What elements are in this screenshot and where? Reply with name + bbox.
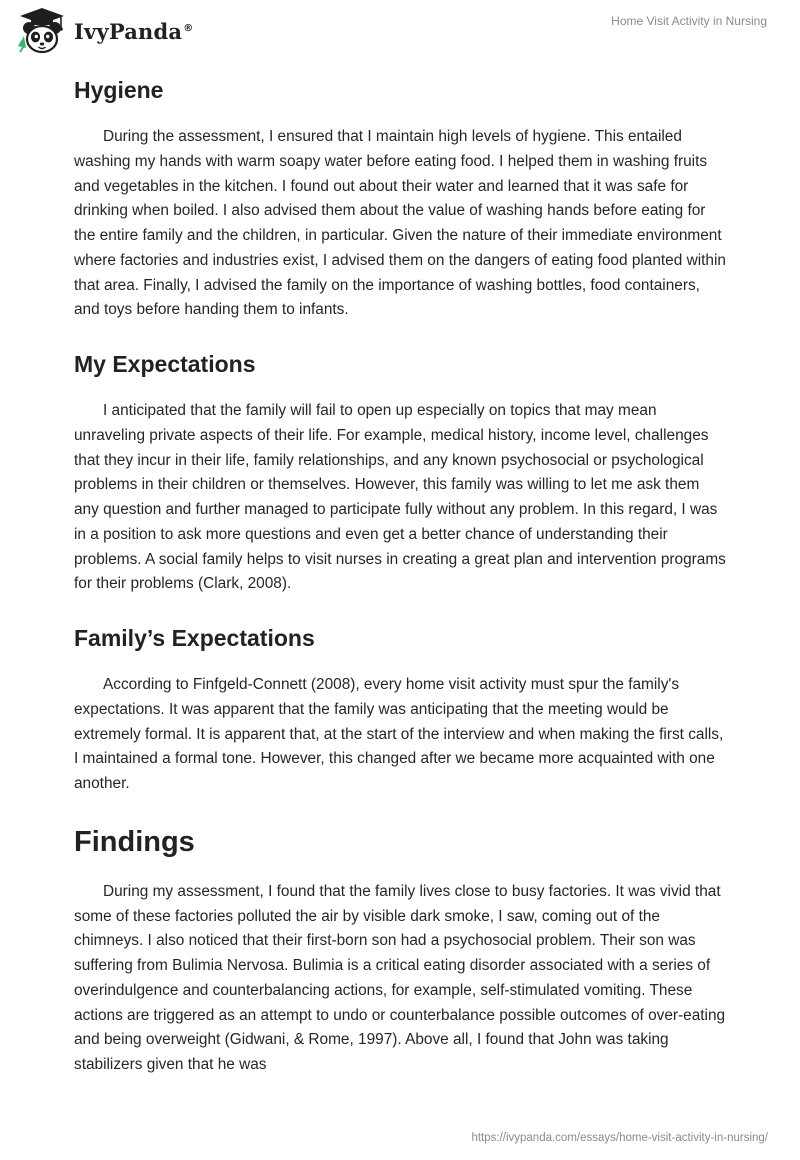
heading-findings: Findings xyxy=(74,825,195,858)
ivypanda-logo[interactable] xyxy=(14,6,193,56)
paragraph-my-expectations: I anticipated that the family will fail to open up especially on topics that may mean unraveling private aspects of their life. For example, medical history, income level, challenges that they incur in their life, family relationships, and any known psychosocial or psychological problems in their children or themselves. However, this family was willing to let me ask them any question and further managed to participate fully without any problem. In this regard, I was in a position to ask more questions and even get a better chance of understanding their problems. A social family helps to visit nurses in creating a great plan and intervention programs for their problems (Clark, 2008). xyxy=(74,402,726,593)
paragraph-hygiene: During the assessment, I ensured that I maintain high levels of hygiene. This entailed washing my hands with warm soapy water before eating food. I helped them in washing fruits and vegetables in the kitchen. I found out about their water and learned that it was safe for drinking when boiled. I also advised them about the value of washing hands before eating for the entire family and the children, in particular. Given the nature of their immediate environment where factories and industries exist, I advised them on the dangers of eating food planted within that area. Finally, I advised the family on the importance of washing bottles, food containers, and toys before handing them to infants. xyxy=(74,128,726,319)
paragraph-findings: During my assessment, I found that the family lives close to busy factories. It was vivid that some of these factories polluted the air by visible dark smoke, I saw, coming out of the chimneys. I also noticed that their first-born son had a psychosocial problem. Their son was suffering from Bulimia Nervosa. Bulimia is a critical eating disorder associated with a series of overindulgence and counterbalancing actions, for example, self-stimulated vomiting. These actions are triggered as an attempt to undo or counterbalance possible outcomes of over-eating and being overweight (Gidwani, & Rome, 1997). Above all, I found that John was taking stabilizers given that he was xyxy=(74,882,726,1073)
document-title: Home Visit Activity in Nursing xyxy=(611,14,767,28)
page-header xyxy=(0,0,800,64)
heading-hygiene: Hygiene xyxy=(74,77,164,103)
source-url[interactable]: https://ivypanda.com/essays/home-visit-activity-in-nursing/ xyxy=(471,1132,768,1144)
logo-text: IvyPanda® xyxy=(74,18,194,44)
panda-graduate-icon xyxy=(14,6,70,56)
essay-content xyxy=(74,70,726,1078)
paragraph-family-expectations: According to Finfgeld-Connett (2008), every home visit activity must spur the family's expectations. It was apparent that the family was anticipating that the meeting would be extremely formal. It is apparent that, at the start of the interview and when making the first calls, I maintained a formal tone. However, this changed after we became more acquainted with one another. xyxy=(74,676,724,792)
heading-family-expectations: Family’s Expectations xyxy=(74,625,315,651)
heading-my-expectations: My Expectations xyxy=(74,351,256,377)
